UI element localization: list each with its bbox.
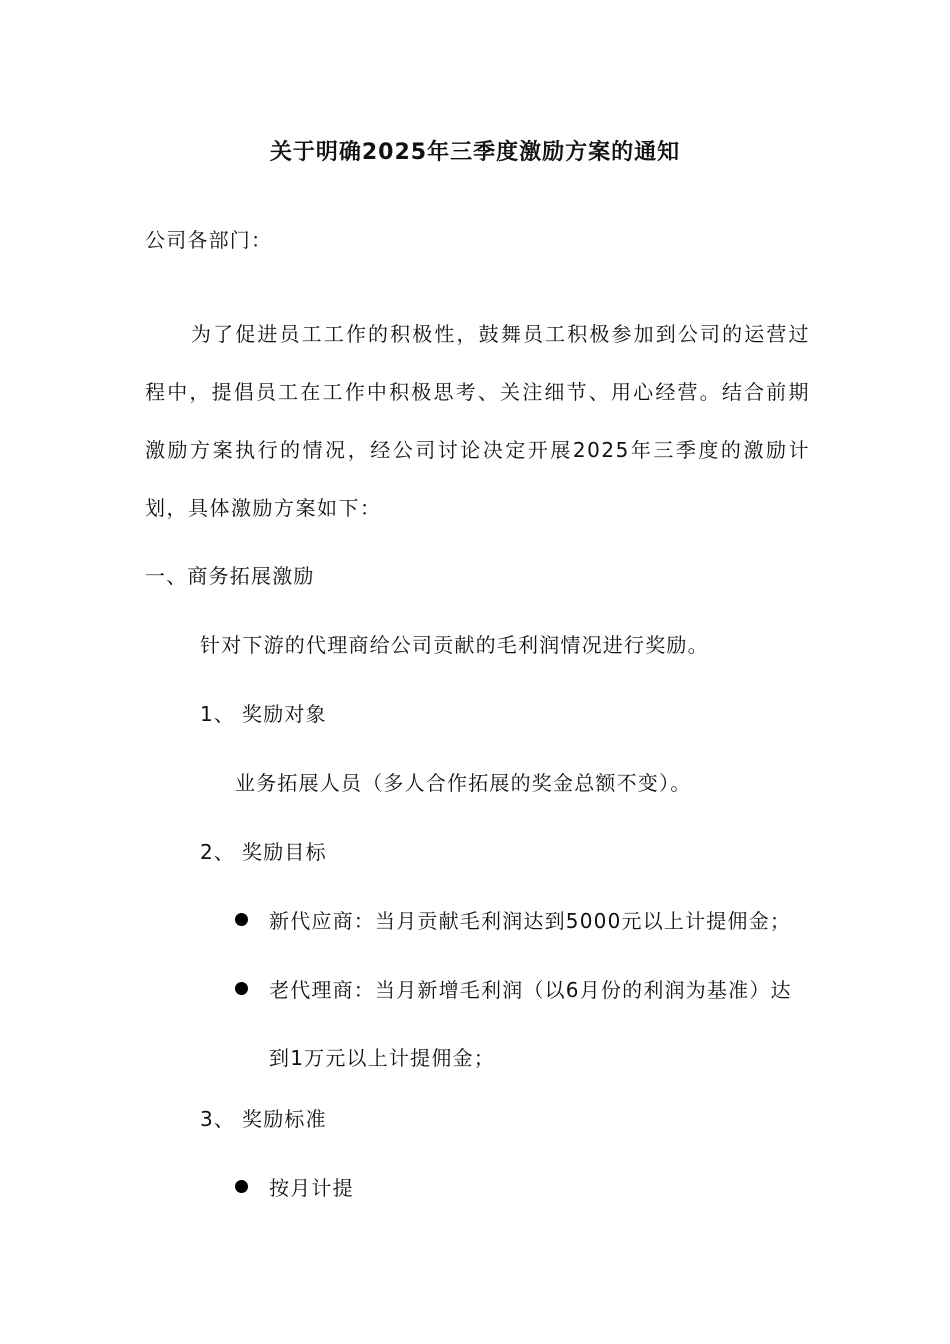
list-item-text: 老代理商：当月新增毛利润（以6月份的利润为基准）达到1万元以上计提佣金； xyxy=(269,978,792,1070)
subsection-number: 3、 xyxy=(200,1107,236,1131)
list-item-text: 新代应商：当月贡献毛利润达到5000元以上计提佣金； xyxy=(269,909,792,933)
document-title: 关于明确2025年三季度激励方案的通知 xyxy=(269,140,681,165)
salutation: 公司各部门： xyxy=(145,228,273,252)
bullet-icon xyxy=(235,1180,248,1193)
subsection-number: 2、 xyxy=(200,840,236,864)
section-heading: 一、商务拓展激励 xyxy=(145,564,315,588)
subsection-heading-3 xyxy=(200,1105,327,1133)
bullet-icon xyxy=(235,913,248,926)
subsection-label: 奖励目标 xyxy=(242,840,327,864)
list-item-text: 按月计提 xyxy=(269,1176,354,1200)
subsection-heading-2 xyxy=(200,838,327,866)
intro-paragraph: 为了促进员工工作的积极性，鼓舞员工积极参加到公司的运营过程中，提倡员工在工作中积极思考、关注细节、用心经营。结合前期激励方案执行的情况，经公司讨论决定开展2025年三季度的激励计划，具体激励方案如下： xyxy=(145,322,810,520)
subsection-number: 1、 xyxy=(200,702,236,726)
bullet-icon xyxy=(235,982,248,995)
subsection-label: 奖励标准 xyxy=(242,1107,327,1131)
subsection-text: 业务拓展人员（多人合作拓展的奖金总额不变）。 xyxy=(235,771,692,795)
subsection-label: 奖励对象 xyxy=(242,702,327,726)
list-item xyxy=(235,956,809,1092)
section-description: 针对下游的代理商给公司贡献的毛利润情况进行奖励。 xyxy=(200,633,709,657)
subsection-heading-1 xyxy=(200,700,327,728)
list-item xyxy=(235,887,809,955)
list-item xyxy=(235,1154,809,1222)
